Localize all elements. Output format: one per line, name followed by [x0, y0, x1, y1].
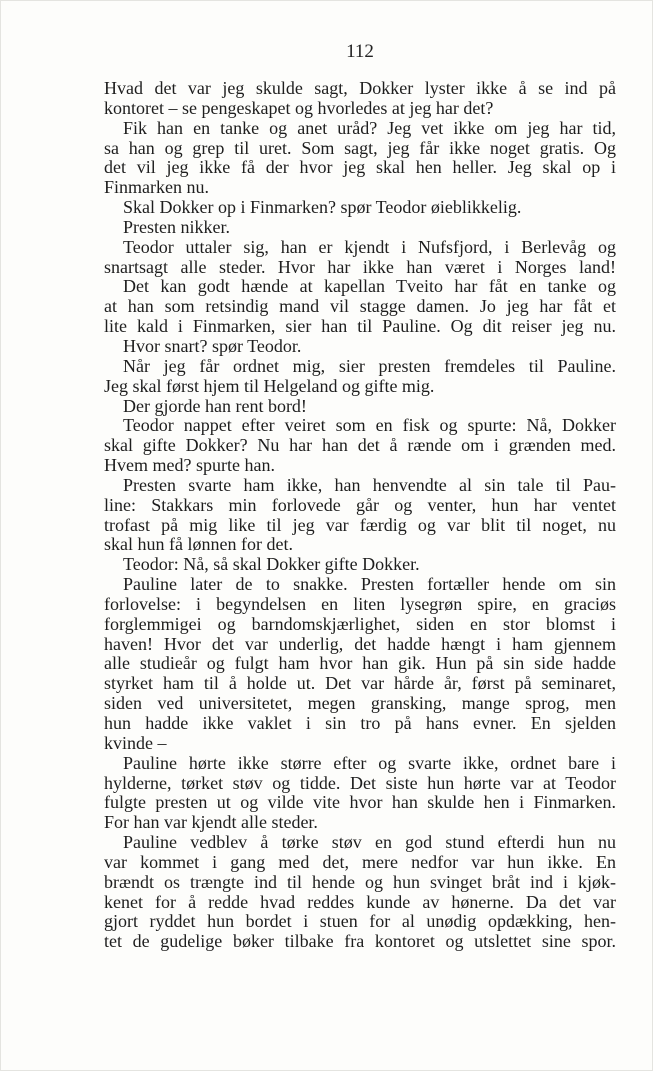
page-number: 112 — [346, 41, 374, 62]
text-line: det vil jeg ikke få der hvor jeg skal hen heller. Jeg skal op i — [104, 157, 616, 178]
text-line: hylderne, tørket støv og tidde. Det siste hun hørte var at Teodor — [104, 772, 616, 793]
text-line: Når jeg får ordnet mig, sier presten fremdeles til Pauline. — [123, 355, 616, 376]
text-line: Skal Dokker op i Finmarken? spør Teodor øieblikkelig. — [123, 197, 522, 218]
text-line: kontoret – se pengeskapet og hvorledes at jeg har det? — [104, 97, 494, 118]
text-line: fulgte presten ut og vilde vite hvor han skulde hen i Finmarken. — [104, 792, 616, 813]
text-line: Hvem med? spurte han. — [104, 455, 275, 476]
text-line: brændt os trængte ind til hende og hun svinget bråt ind i kjøk- — [104, 871, 616, 892]
text-line: Teodor uttaler sig, han er kjendt i Nufsfjord, i Berlevåg og — [123, 236, 616, 257]
text-line: at han som retsindig mand vil stagge damen. Jo jeg har fåt et — [104, 296, 616, 317]
text-line: Fik han en tanke og anet uråd? Jeg vet ikke om jeg har tid, — [123, 117, 616, 138]
text-line: Pauline later de to snakke. Presten fortæller hende om sin — [123, 574, 616, 595]
text-line: Hvad det var jeg skulde sagt, Dokker lyster ikke å se ind på — [104, 78, 616, 98]
text-line: haven! Hvor det var underlig, det hadde hængt i ham gjennem — [104, 633, 616, 654]
text-line: Der gjorde han rent bord! — [123, 395, 307, 416]
text-line: Presten nikker. — [123, 216, 230, 237]
text-line: Finmarken nu. — [104, 177, 209, 198]
text-line: sa han og grep til uret. Som sagt, jeg får ikke noget gratis. Og — [104, 137, 616, 158]
text-line: forlovelse: i begyndelsen en liten lysegrøn spire, en graciøs — [104, 593, 616, 614]
text-line: forglemmigei og barndomskjærlighet, siden en stor blomst i — [104, 613, 616, 634]
text-line: line: Stakkars min forlovede går og venter, hun har ventet — [104, 494, 616, 515]
text-line: var kommet i gang med det, mere nedfor var hun ikke. En — [104, 851, 616, 872]
text-line: kvinde – — [104, 732, 167, 753]
text-line: Jeg skal først hjem til Helgeland og gifte mig. — [104, 375, 435, 396]
text-line: Det kan godt hænde at kapellan Tveito har fåt en tanke og — [123, 276, 616, 297]
body-text — [104, 79, 616, 952]
text-line: Teodor: Nå, så skal Dokker gifte Dokker. — [123, 554, 420, 575]
text-line: siden ved universitetet, megen gransking, mange sprog, men — [104, 693, 616, 714]
text-line: styrket ham til å holde ut. Det var hårde år, først på seminaret, — [104, 673, 616, 694]
text-line: lite kald i Finmarken, sier han til Pauline. Og dit reiser jeg nu. — [104, 316, 616, 337]
text-line: snartsagt alle steder. Hvor har ikke han været i Norges land! — [104, 256, 616, 277]
text-line: Teodor nappet efter veiret som en fisk og spurte: Nå, Dokker — [123, 415, 616, 436]
text-line: hun hadde ikke vaklet i sin tro på hans evner. En sjelden — [104, 713, 616, 733]
text-line: tet de gudelige bøker tilbake fra kontoret og utslettet sine spor. — [104, 931, 616, 952]
text-line: Pauline vedblev å tørke støv en god stund efterdi hun nu — [123, 832, 616, 853]
text-line: trofast på mig like til jeg var færdig og var blit til noget, nu — [104, 514, 616, 535]
text-line: Pauline hørte ikke større efter og svarte ikke, ordnet bare i — [123, 752, 616, 773]
text-line: kenet for å redde hvad reddes kunde av hønerne. Da det var — [104, 891, 616, 912]
text-line: skal hun få lønnen for det. — [104, 534, 293, 555]
text-line: gjort ryddet hun bordet i stuen for al unødig opdækking, hen- — [104, 911, 616, 932]
text-line: alle studieår og fulgt ham hvor han gik. Hun på sin side hadde — [104, 653, 616, 674]
text-line: skal gifte Dokker? Nu har han det å rænde om i grænden med. — [104, 435, 616, 456]
text-line: Presten svarte ham ikke, han henvendte al sin tale til Pau- — [123, 474, 616, 495]
text-line: For han var kjendt alle steder. — [104, 812, 318, 833]
text-line: Hvor snart? spør Teodor. — [123, 335, 302, 356]
